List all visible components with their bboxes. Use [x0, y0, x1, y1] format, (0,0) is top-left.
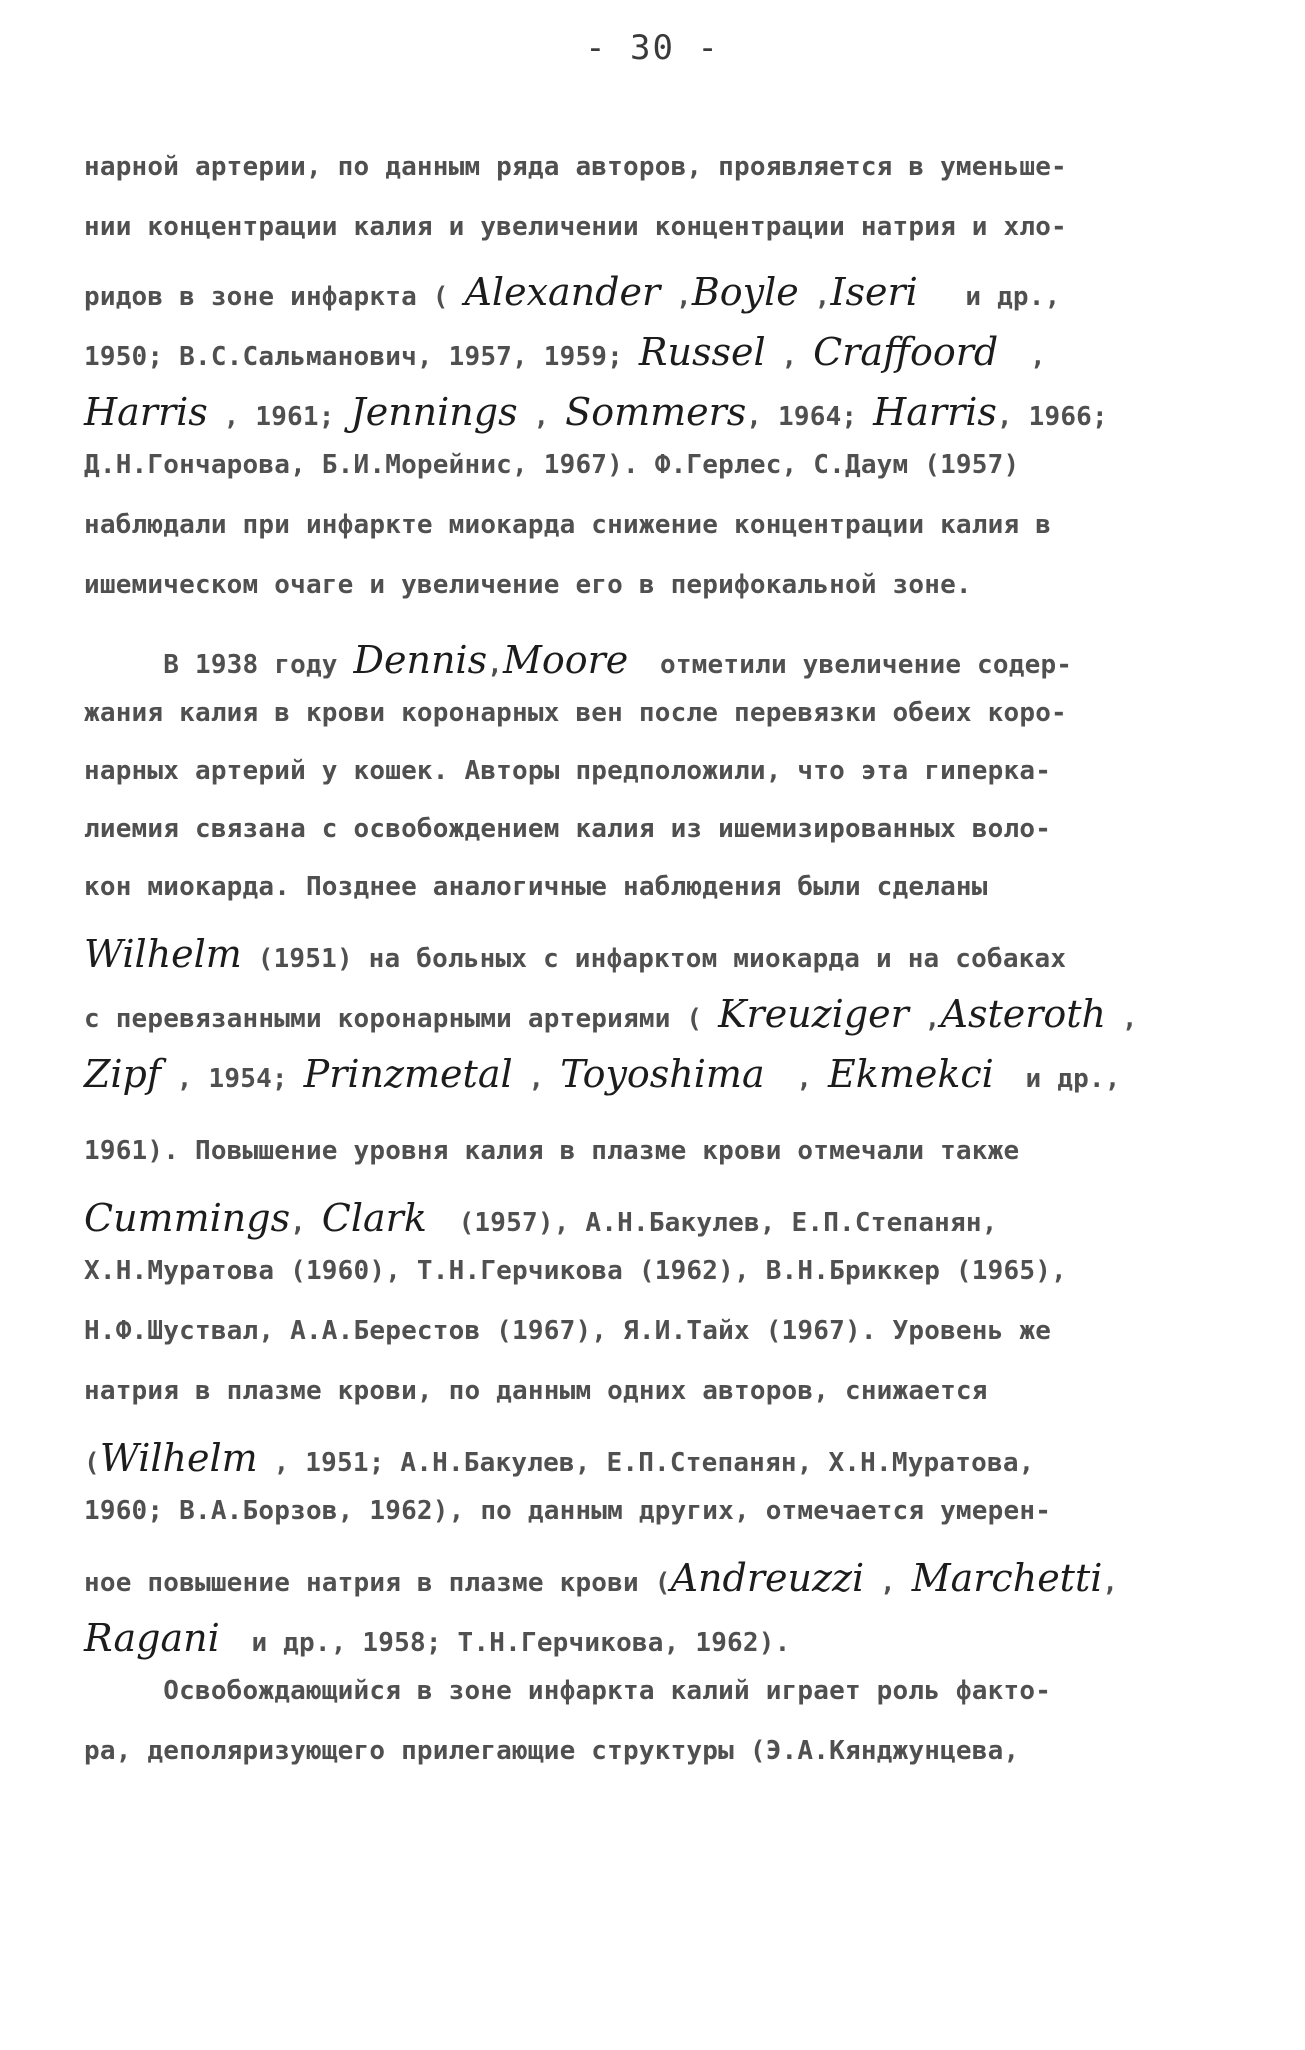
typed-text: и др.,	[993, 1064, 1121, 1094]
typed-text: ,	[864, 1568, 912, 1598]
handwritten-author-name: Wilhelm	[84, 932, 242, 976]
typed-text: , 1966;	[996, 402, 1108, 432]
text-line	[84, 270, 1060, 314]
typed-text: 1961). Повышение уровня калия в плазме крови отмечали также	[84, 1136, 1020, 1166]
handwritten-author-name: Ekmekci	[828, 1052, 994, 1096]
typed-text: Н.Ф.Шуствал, А.А.Берестов (1967), Я.И.Тайх (1967). Уровень же	[84, 1316, 1052, 1346]
typed-text: ,	[765, 342, 814, 372]
text-line	[84, 1436, 1035, 1480]
text-line	[84, 1256, 1067, 1286]
typed-text: ,	[998, 342, 1046, 372]
handwritten-author-name: Craffoord	[813, 330, 999, 374]
text-line	[84, 212, 1067, 242]
typed-text: ,	[512, 1064, 561, 1094]
handwritten-author-name: Cummings	[84, 1196, 291, 1240]
typed-text: отметили увеличение содер-	[628, 650, 1073, 680]
typed-text: лиемия связана с освобождением калия из ишемизированных воло-	[84, 814, 1052, 844]
text-line	[84, 814, 1051, 844]
text-line	[84, 510, 1051, 540]
handwritten-author-name: Toyoshima	[560, 1052, 765, 1096]
text-line	[84, 638, 1072, 682]
handwritten-author-name: Zipf	[84, 1052, 161, 1096]
typed-text: нии концентрации калия и увеличении концентрации натрия и хло-	[84, 212, 1067, 242]
typed-text: ,	[798, 282, 831, 312]
typed-text: 1960; В.А.Борзов, 1962), по данным других, отмечается умерен-	[84, 1496, 1052, 1526]
typed-text: натрия в плазме крови, по данным одних авторов, снижается	[84, 1376, 988, 1406]
handwritten-author-name: Boyle	[691, 270, 799, 314]
typed-text: ,	[1102, 1568, 1119, 1598]
typed-text: , 1964;	[746, 402, 874, 432]
text-line	[84, 570, 972, 600]
text-line	[84, 932, 1066, 976]
typed-text: ,	[290, 1208, 322, 1238]
handwritten-author-name: Kreuziger	[718, 992, 909, 1036]
typed-text: жания калия в крови коронарных вен после перевязки обеих коро-	[84, 698, 1067, 728]
page-number: - 30 -	[585, 28, 720, 68]
handwritten-author-name: Alexander	[464, 270, 661, 314]
typed-text: Х.Н.Муратова (1960), Т.Н.Герчикова (1962), В.Н.Бриккер (1965),	[84, 1256, 1067, 1286]
typed-text: (1951) на больных с инфарктом миокарда и на собаках	[241, 944, 1067, 974]
text-line	[84, 1196, 998, 1240]
typed-text: ,	[487, 650, 503, 680]
handwritten-author-name: Iseri	[830, 270, 918, 314]
typed-text: наблюдали при инфаркте миокарда снижение концентрации калия в	[84, 510, 1052, 540]
typed-text: и др., 1958; Т.Н.Герчикова, 1962).	[219, 1628, 791, 1658]
handwritten-author-name: Prinzmetal	[303, 1052, 513, 1096]
typed-text: Освобождающийся в зоне инфаркта калий играет роль факто-	[84, 1676, 1052, 1706]
handwritten-author-name: Russel	[638, 330, 766, 374]
typed-text: ,	[908, 1004, 941, 1034]
text-line	[84, 1052, 1121, 1096]
handwritten-author-name: Dennis	[353, 638, 488, 682]
handwritten-author-name: Harris	[873, 390, 997, 434]
text-line	[84, 1556, 1118, 1600]
typed-text: и др.,	[917, 282, 1061, 312]
text-line	[84, 1136, 1019, 1166]
handwritten-author-name: Andreuzzi	[670, 1556, 865, 1600]
text-line	[84, 152, 1067, 182]
text-line	[84, 992, 1138, 1036]
text-line	[84, 330, 1046, 374]
typed-text: кон миокарда. Позднее аналогичные наблюдения были сделаны	[84, 872, 988, 902]
text-line	[84, 698, 1067, 728]
typed-text: ра, деполяризующего прилегающие структуры (Э.А.Кянджунцева,	[84, 1736, 1020, 1766]
text-line	[84, 390, 1108, 434]
text-line	[84, 450, 1019, 480]
handwritten-author-name: Jennings	[350, 390, 518, 434]
typed-text: , 1961;	[207, 402, 351, 432]
typed-text: В 1938 году	[84, 650, 354, 680]
text-line	[84, 1736, 1019, 1766]
text-line	[84, 1376, 988, 1406]
typed-text: Д.Н.Гончарова, Б.И.Морейнис, 1967). Ф.Герлес, С.Даум (1957)	[84, 450, 1020, 480]
handwritten-author-name: Asteroth	[940, 992, 1107, 1036]
typed-text: 1950; В.С.Сальманович, 1957, 1959;	[84, 342, 639, 372]
text-line	[84, 1496, 1051, 1526]
handwritten-author-name: Marchetti	[911, 1556, 1103, 1600]
typed-text: (	[84, 1448, 100, 1478]
typed-text: ишемическом очаге и увеличение его в перифокальной зоне.	[84, 570, 972, 600]
typed-text: нарной артерии, по данным ряда авторов, проявляется в уменьше-	[84, 152, 1067, 182]
typed-text: (1957), А.Н.Бакулев, Е.П.Степанян,	[426, 1208, 998, 1238]
typed-text: ,	[1106, 1004, 1138, 1034]
handwritten-author-name: Clark	[321, 1196, 427, 1240]
text-line	[84, 1316, 1051, 1346]
typed-text: , 1954;	[160, 1064, 304, 1094]
handwritten-author-name: Sommers	[565, 390, 747, 434]
text-line	[84, 1676, 1051, 1706]
text-line	[84, 872, 988, 902]
handwritten-author-name: Wilhelm	[99, 1436, 258, 1480]
handwritten-author-name: Ragani	[84, 1616, 220, 1660]
handwritten-author-name: Moore	[502, 638, 629, 682]
typed-text: ,	[764, 1064, 829, 1094]
typed-text: ,	[517, 402, 566, 432]
typed-text: , 1951; А.Н.Бакулев, Е.П.Степанян, Х.Н.Муратова,	[257, 1448, 1035, 1478]
typed-text: ридов в зоне инфаркта (	[84, 282, 465, 312]
text-line	[84, 756, 1051, 786]
typed-text: ,	[660, 282, 692, 312]
typed-text: ное повышение натрия в плазме крови (	[84, 1568, 671, 1598]
handwritten-author-name: Harris	[84, 390, 208, 434]
text-line	[84, 1616, 790, 1660]
typed-text: с перевязанными коронарными артериями (	[84, 1004, 719, 1034]
typed-text: нарных артерий у кошек. Авторы предположили, что эта гиперка-	[84, 756, 1052, 786]
